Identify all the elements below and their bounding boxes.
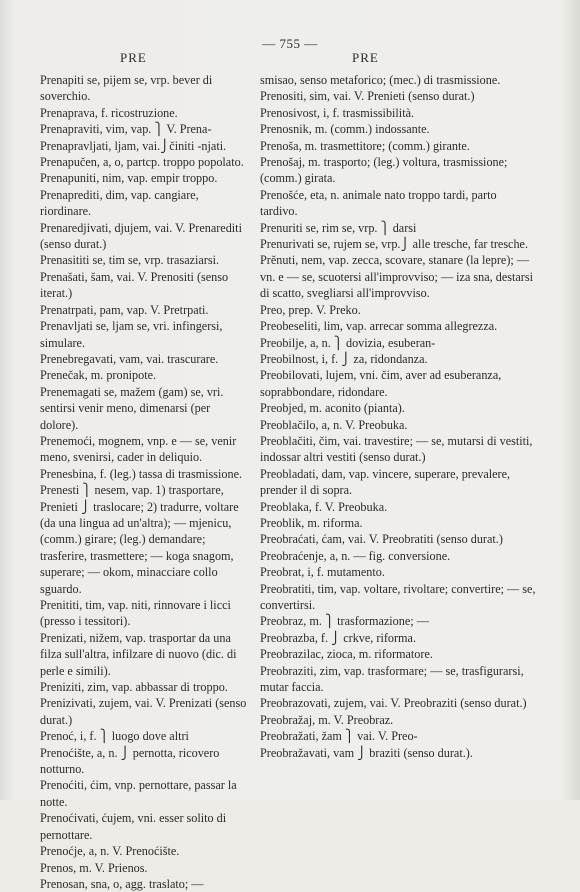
dictionary-entry: Prenositi, sim, vai. V. Prenieti (senso durat.): [260, 89, 475, 104]
dictionary-entry: Prenaredjivati, djujem, vai. V. Prenarediti (senso durat.): [40, 220, 242, 252]
dictionary-entry: Prenoćivati, ćujem, vni. esser solito di pernottare.: [40, 811, 227, 842]
dictionary-entry: Preoblik, m. riforma.: [260, 515, 363, 530]
dictionary-entry: Prenosnik, m. (comm.) indossante.: [260, 122, 430, 137]
dictionary-entry: Prenošće, eta, n. animale nato troppo tardi, parto tardivo.: [260, 187, 497, 219]
dictionary-entry: Prenizati, nižem, vap. trasportar da una filza sull'altra, infilzare di nuovo (dic. di perle e simili).: [40, 630, 237, 678]
dictionary-entry: Prenečak, m. pronipote.: [40, 368, 157, 383]
dictionary-entry: Prenesbina, f. (leg.) tassa di trasmissione.: [40, 466, 243, 481]
dictionary-entry: Preobraćati, ćam, vai. V. Preobratiti (senso durat.): [260, 532, 503, 547]
dictionary-entry: Preobilovati, lujem, vni. čim, aver ad esuberanza, soprabbondare, ridondare.: [260, 368, 502, 399]
dictionary-entry: Preobražaj, m. V. Preobraz.: [260, 712, 394, 727]
dictionary-entry: Prenatrpati, pam, vap. V. Pretrpati.: [40, 302, 209, 317]
dictionary-entry: Prenapuniti, nim, vap. empir troppo.: [40, 171, 218, 186]
dictionary-entry: Preobrazilac, zioca, m. riformatore.: [260, 647, 433, 662]
dictionary-entry: Preobjed, m. aconito (pianta).: [260, 401, 405, 416]
dictionary-entry: Prenapravljati, ljam, vai.⎭činiti -njati.: [40, 138, 227, 153]
dictionary-entry: Prenosivost, i, f. trasmissibilità.: [260, 105, 415, 120]
dictionary-entry: Prenavljati se, ljam se, vri. infingersi, simulare.: [40, 319, 223, 350]
dictionary-entry: Preobraćenje, a, n. — fig. conversione.: [260, 548, 451, 563]
left-running-head: PRE: [120, 50, 147, 65]
dictionary-entry: Preobladati, dam, vap. vincere, superare, prevalere, prender il di sopra.: [260, 466, 511, 498]
dictionary-entry: Prenaprava, f. ricostruzione.: [40, 105, 178, 120]
dictionary-entry: Prenoša, m. trasmettitore; (comm.) girante.: [260, 138, 470, 153]
dictionary-entry: Preobrazovati, zujem, vai. V. Preobraziti (senso durat.): [260, 696, 527, 711]
dictionary-entry: Preobraz, m. ⎫ trasformazione; —: [260, 614, 429, 629]
dictionary-entry: Prenosan, sna, o, agg. traslato; —: [40, 876, 204, 891]
dictionary-entry: Preobilnost, i, f. ⎭ za, ridondanza.: [260, 351, 428, 366]
dictionary-entry: Prenurivati se, rujem se, vrp.⎭ alle tresche, far tresche.: [260, 237, 529, 252]
page-number: — 755 —: [262, 36, 318, 51]
dictionary-entry: Preobraziti, zim, vap. trasformare; — se, trasfigurarsi, mutar faccia.: [260, 663, 524, 695]
dictionary-entry: Preobražati, žam ⎫ vai. V. Preo-: [260, 729, 418, 744]
dictionary-entry: Prenapiti se, pijem se, vrp. bever di soverchio.: [40, 73, 213, 104]
dictionary-entry: Preoblačilo, a, n. V. Preobuka.: [260, 417, 408, 432]
dictionary-entry: Preniziti, zim, vap. abbassar di troppo.: [40, 680, 228, 695]
dictionary-entry: Preobrat, i, f. mutamento.: [260, 565, 385, 580]
dictionary-entry: Preobeseliti, lim, vap. arrecar somma allegrezza.: [260, 319, 498, 334]
dictionary-entry: Prenititi, tim, vap. niti, rinnovare i licci (presso i tessitori).: [40, 598, 231, 629]
dictionary-entry: Prenašati, šam, vai. V. Prenositi (senso iterat.): [40, 269, 229, 301]
left-column: [40, 72, 248, 892]
dictionary-entry: Prenesti ⎫ nesem, vap. 1) trasportare,: [40, 483, 224, 498]
dictionary-entry: Prenemoći, mognem, vnp. e — se, venir meno, svenirsi, cader in deliquio.: [40, 433, 237, 465]
dictionary-entry: Prenieti ⎭ traslocare; 2) tradurre, voltare (da una lingua ad un'altra); — mjenicu, (comm.) girare; (leg.) demandare; trasferire, trasmettere; — koga snagom, superare; — okom, minacciare collo sguardo.: [40, 499, 239, 596]
dictionary-entry: Prenizivati, zujem, vai. V. Prenizati (senso durat.): [40, 696, 247, 727]
dictionary-entry: Prenoćište, a, n. ⎭ pernotta, ricovero notturno.: [40, 745, 220, 777]
dictionary-entry: Prenapraviti, vim, vap. ⎫ V. Prena-: [40, 122, 212, 137]
dictionary-entry: Preobratiti, tim, vap. voltare, rivoltare; convertire; — se, convertirsi.: [260, 581, 536, 612]
dictionary-entry: Prenasititi se, tim se, vrp. trasaziarsi.: [40, 253, 220, 268]
dictionary-entry: Preobražavati, vam ⎭ braziti (senso durat.).: [260, 745, 473, 760]
dictionary-entry: Prenaprediti, dim, vap. cangiare, riordinare.: [40, 187, 199, 219]
right-running-head: PRE: [352, 50, 379, 65]
dictionary-entry: Prenoćje, a, n. V. Prenoćište.: [40, 844, 180, 859]
dictionary-entry: Prenošaj, m. trasporto; (leg.) voltura, trasmissione; (comm.) girata.: [260, 155, 508, 186]
dictionary-entry: Prenos, m. V. Prienos.: [40, 860, 148, 875]
dictionary-entry: Prenemagati se, mažem (gam) se, vri. sentirsi venir meno, dimenarsi (per dolore).: [40, 384, 224, 432]
dictionary-entry: Prěnuti, nem, vap. zecca, scovare, stanare (la lepre); — vn. e — se, scuotersi all'improvviso; — iza sna, destarsi di scatto, svegliarsi all'improvviso.: [260, 253, 533, 301]
right-column: [260, 72, 536, 761]
dictionary-entry: Preo, prep. V. Preko.: [260, 302, 361, 317]
dictionary-entry: Prenapučen, a, o, partcp. troppo popolato.: [40, 155, 244, 170]
dictionary-entry: Preoblačiti, čim, vai. travestire; — se, mutarsi di vestiti, indossar altri vestiti (senso durat.): [260, 433, 533, 465]
dictionary-entry: Prenebregavati, vam, vai. trascurare.: [40, 351, 219, 366]
dictionary-entry: Prenuriti se, rim se, vrp. ⎫ darsi: [260, 220, 417, 235]
dictionary-entry: smisao, senso metaforico; (mec.) di trasmissione.: [260, 73, 501, 87]
dictionary-entry: Prenoć, i, f. ⎫ luogo dove altri: [40, 729, 189, 744]
dictionary-entry: Preobrazba, f. ⎭ crkve, riforma.: [260, 630, 416, 645]
dictionary-entry: Prenoćiti, ćim, vnp. pernottare, passar la notte.: [40, 778, 237, 809]
dictionary-entry: Preoblaka, f. V. Preobuka.: [260, 499, 388, 514]
dictionary-entry: Preobilje, a, n. ⎫ dovizia, esuberan-: [260, 335, 436, 350]
